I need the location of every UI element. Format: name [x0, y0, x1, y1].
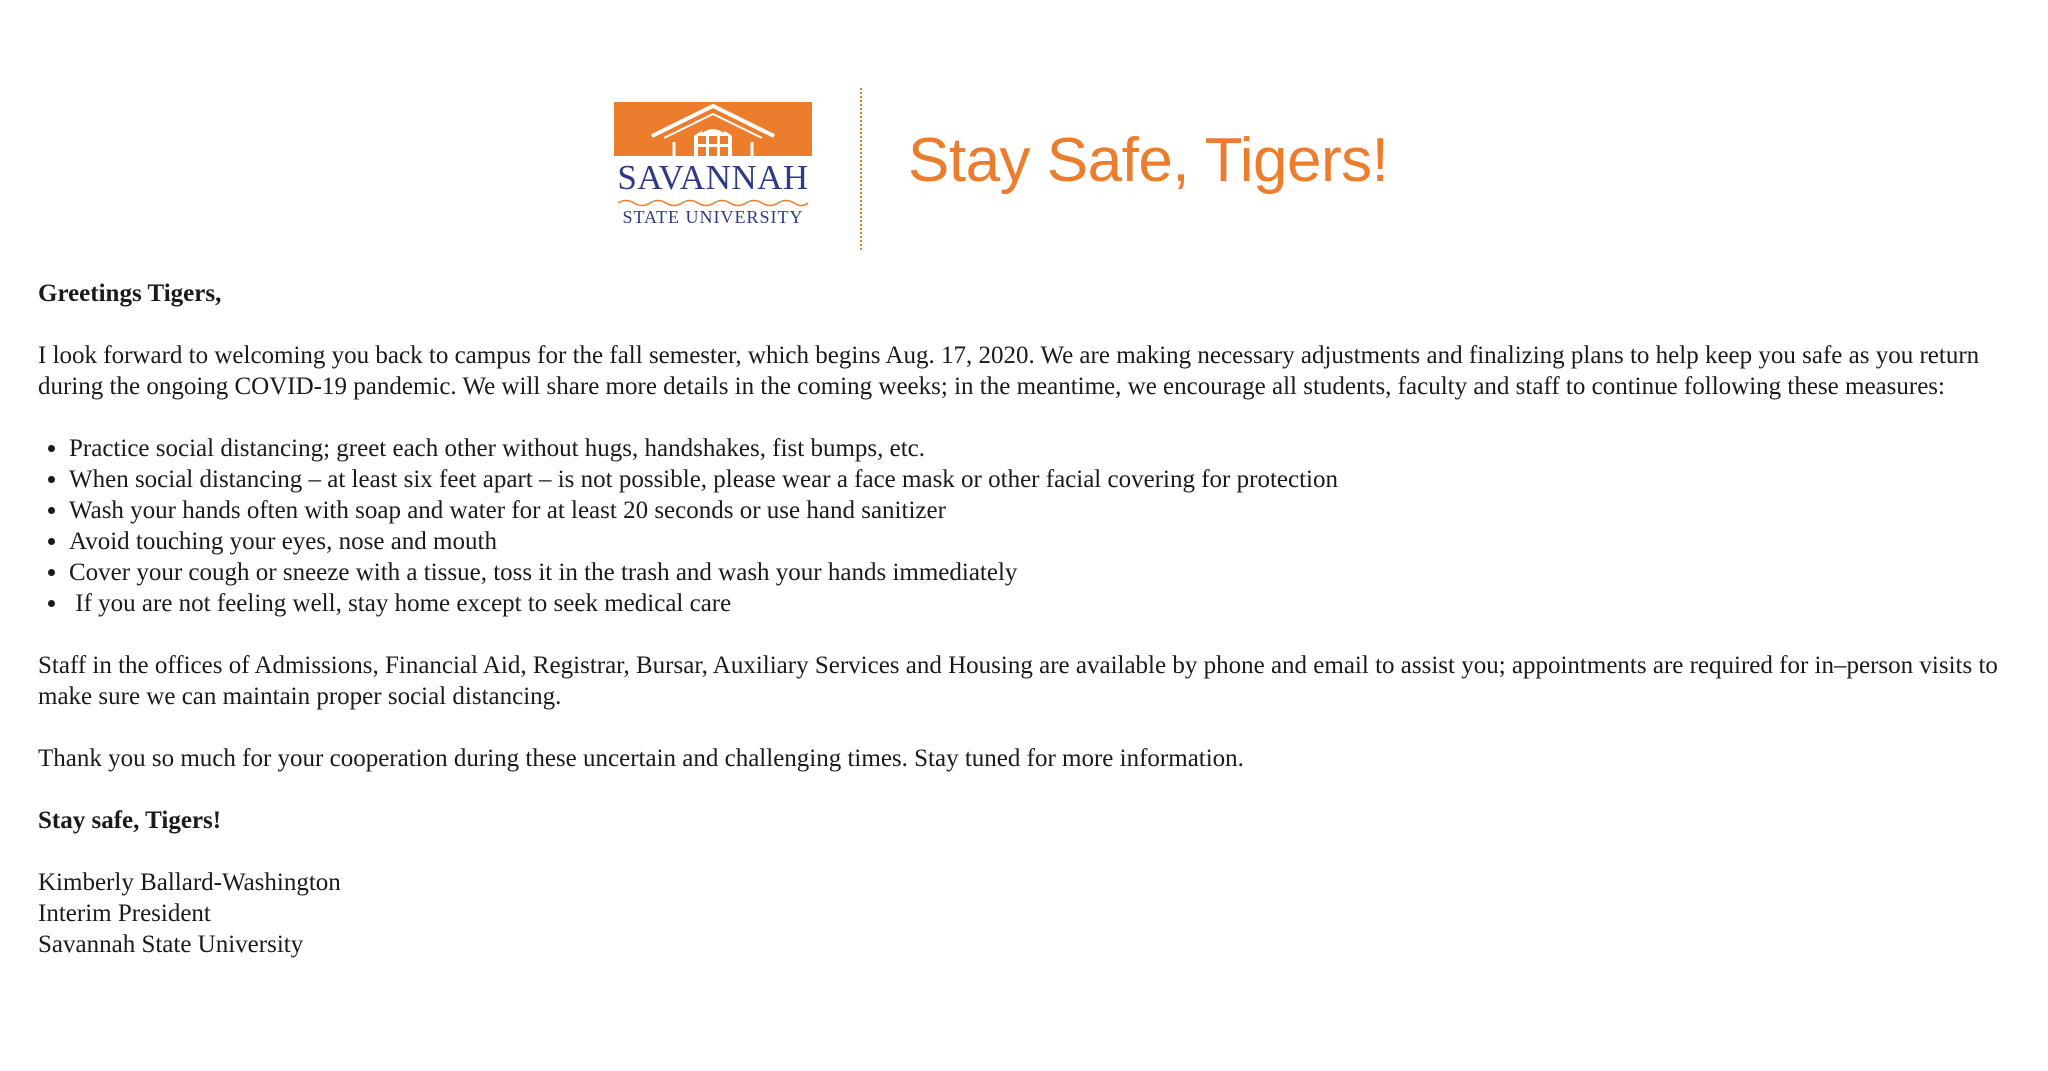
list-item: • Wash your hands often with soap and water for at least 20 seconds or use hand sanitizer [69, 495, 2023, 526]
measures-list [38, 433, 2023, 619]
logo-name: SAVANNAH [617, 158, 809, 197]
greeting: Greetings Tigers, [38, 280, 222, 307]
letter-body [38, 278, 2023, 991]
header-divider [860, 88, 862, 250]
signature-institution: Savannah State University [38, 931, 304, 958]
list-item: • Practice social distancing; greet each other without hugs, handshakes, fist bumps, etc. [69, 433, 2023, 464]
building-icon [614, 102, 812, 156]
signature-block [38, 867, 2023, 960]
thanks-paragraph: Thank you so much for your cooperation during these uncertain and challenging times. Stay tuned for more information. [38, 745, 1244, 772]
signature-title: Interim President [38, 900, 211, 927]
closing: Stay safe, Tigers! [38, 807, 222, 834]
letter-header [0, 0, 2048, 260]
headline: Stay Safe, Tigers! [908, 126, 1389, 195]
list-item: • Cover your cough or sneeze with a tissue, toss it in the trash and wash your hands immediately [69, 557, 2023, 588]
university-logo [614, 102, 812, 230]
list-item: • Avoid touching your eyes, nose and mouth [69, 526, 2023, 557]
logo-subtitle: STATE UNIVERSITY [622, 207, 804, 227]
signature-name: Kimberly Ballard-Washington [38, 869, 341, 896]
list-item: • When social distancing – at least six feet apart – is not possible, please wear a face mask or other facial covering for protection [69, 464, 2023, 495]
list-item: • If you are not feeling well, stay home except to seek medical care [69, 588, 2023, 619]
staff-paragraph: Staff in the offices of Admissions, Financial Aid, Registrar, Bursar, Auxiliary Services and Housing are available by phone and email to assist you; appointments are required for in–person visits to make sure we can maintain proper social distancing. [38, 652, 1998, 710]
intro-paragraph: I look forward to welcoming you back to campus for the fall semester, which begins Aug. 17, 2020. We are making necessary adjustments and finalizing plans to help keep you safe as you return during the ongoing COVID-19 pandemic. We will share more details in the coming weeks; in the meantime, we encourage all students, faculty and staff to continue following these measures: [38, 342, 1980, 400]
logo-building-band [614, 102, 812, 156]
